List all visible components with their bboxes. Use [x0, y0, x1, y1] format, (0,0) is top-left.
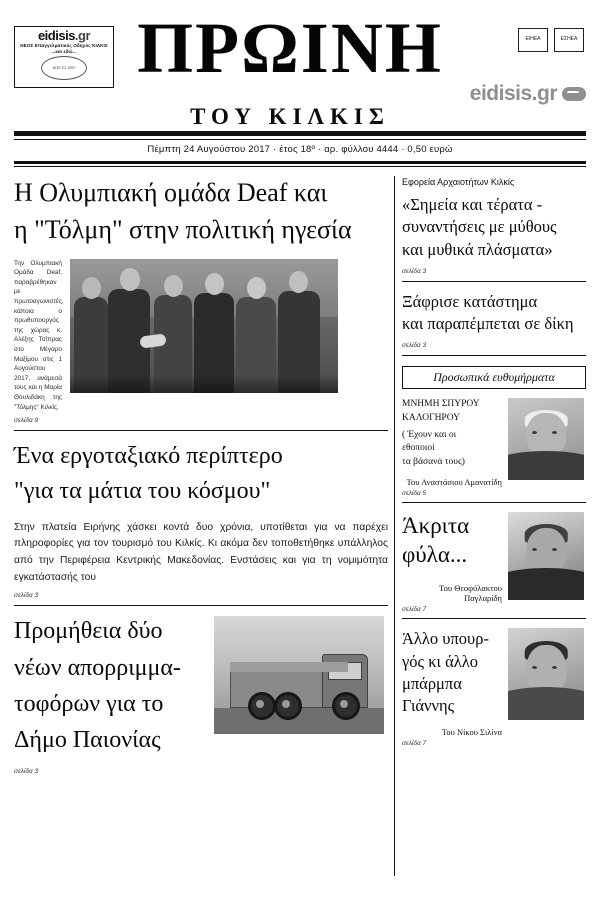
page-title: ΠΡΩΙΝΗ — [137, 8, 443, 88]
right-story-3[interactable] — [402, 398, 586, 486]
right-story-5-byline: Του Νίκου Σιλίνα — [441, 727, 502, 738]
right-rule-4 — [402, 618, 586, 619]
lead-photo — [70, 259, 338, 393]
right-story-4-page-ref[interactable]: σελίδα 7 — [402, 606, 427, 614]
right-story-1-line3: και μυθικά πλάσματα» — [402, 239, 553, 259]
left-column — [14, 176, 388, 775]
second-story[interactable] — [14, 441, 388, 599]
right-story-3-line2: ΚΑΛΟΓΗΡΟΥ — [402, 412, 460, 423]
right-story-4-portrait — [508, 512, 584, 600]
right-story-3-byline: Του Αναστάσιου Αμανατίδη — [406, 476, 502, 487]
second-headline-line2: "για τα μάτια του κόσμου" — [14, 478, 271, 505]
watermark-text: eidisis.gr — [469, 82, 557, 105]
right-story-3-line5: τα βάσανά τους) — [402, 456, 465, 467]
dateline: Πέμπτη 24 Αυγούστου 2017 · έτος 18º · αρ. φύλλου 4444 · 0,50 ευρώ — [147, 144, 453, 155]
right-story-1-kicker: Εφορεία Αρχαιοτήτων Κιλκίς — [402, 177, 515, 187]
right-story-3-page-ref[interactable]: σελίδα 5 — [402, 489, 427, 497]
right-story-5-line2: γός κι άλλο — [402, 651, 478, 671]
right-story-3-line3: ( Έχουν και οι — [402, 429, 457, 440]
right-story-1-line2: συναντήσεις με μύθους — [402, 217, 557, 237]
second-body: Στην πλατεία Ειρήνης χάσκει κοντά δυο χρόνια, υποτίθεται για να παρέχει πληροφορίες για τον τουρισμό του Κιλκίς. Κι ακόμα δεν τοποθετήθηκε υπάλληλος από την Περιφέρεια Κεντρικής Μακεδονίας. Ενστάσεις και για τη νομιμότητα εγκατάστασής του — [14, 521, 388, 583]
watermark-badge-icon — [562, 87, 586, 101]
left-rule-1 — [14, 430, 388, 431]
opinion-section-banner: Προσωπικά ευθυμήρματα — [402, 366, 586, 389]
third-story[interactable] — [14, 616, 388, 775]
right-story-2-page-ref[interactable]: σελίδα 3 — [402, 342, 427, 350]
masthead-rule-thick — [14, 131, 586, 136]
right-story-2-line1: Ξάφρισε κατάστημα — [402, 291, 538, 311]
right-rule-3 — [402, 502, 586, 503]
logo-stamp: ΑΠΟ ΤΟ 1997 — [41, 56, 87, 80]
right-story-5-page-ref[interactable]: σελίδα 7 — [402, 740, 427, 748]
right-story-4[interactable] — [402, 512, 586, 604]
third-headline-line3: τοφόρων για το — [14, 690, 164, 717]
right-story-1-line1: «Σημεία και τέρατα - — [402, 195, 543, 215]
logo-brand: eidisis.gr — [37, 28, 91, 43]
page-subtitle: ΤΟΥ ΚΙΛΚΙΣ — [190, 104, 390, 129]
newspaper-association-icon: ΕΙΗΕΑ — [518, 28, 548, 52]
second-headline-line1: Ένα εργοταξιακό περίπτερο — [14, 443, 283, 470]
masthead — [0, 0, 600, 155]
right-story-4-line1: Άκριτα — [402, 512, 470, 538]
lead-headline-line2: η "Τόλμη" στην πολιτική ηγεσία — [14, 215, 352, 245]
right-column — [402, 176, 586, 747]
third-photo — [214, 616, 384, 734]
masthead-rule-thin — [14, 139, 586, 140]
right-story-2[interactable] — [402, 291, 586, 350]
right-story-4-line2: φύλα... — [402, 541, 468, 567]
press-association-icons — [518, 28, 584, 52]
column-divider — [394, 176, 395, 876]
right-story-4-byline: Του Θεοφύλακτου Παγλαρίδη — [439, 583, 502, 604]
right-story-1-page-ref[interactable]: σελίδα 3 — [402, 267, 427, 275]
watermark — [470, 82, 586, 106]
right-story-5-line4: Γιάννης — [402, 696, 455, 716]
right-story-5-line1: Άλλο υπουρ- — [402, 629, 489, 649]
right-story-3-line4: εθοποιοί — [402, 443, 435, 454]
dateline-rule — [14, 161, 586, 164]
lead-headline-line1: Η Ολυμπιακή ομάδα Deaf και — [14, 178, 328, 207]
third-headline-line4: Δήμο Παιονίας — [14, 726, 161, 753]
right-story-3-portrait — [508, 398, 584, 480]
logo-subtitle: ΝΕΟΣ Επαγγελματικός Οδηγός ΚΙΛΚΙΣ ...και εδώ... — [20, 43, 108, 54]
right-story-5-line3: μπάρμπα — [402, 673, 462, 693]
right-story-5[interactable] — [402, 628, 586, 737]
right-rule-2 — [402, 355, 586, 356]
publisher-logo[interactable] — [14, 26, 114, 88]
press-union-icon: ΕΣΗΕΑ — [554, 28, 584, 52]
right-story-3-line1: ΜΝΗΜΗ ΣΠΥΡΟΥ — [402, 399, 480, 410]
third-headline-line2: νέων απορριμμα- — [14, 654, 181, 681]
right-story-2-line2: και παραπέμπεται σε δίκη — [402, 314, 574, 334]
third-page-ref[interactable]: σελίδα 3 — [14, 768, 39, 776]
second-page-ref[interactable]: σελίδα 3 — [14, 592, 39, 600]
right-story-5-portrait — [508, 628, 584, 720]
lead-caption: Την Ολυμπιακή Ομάδα Deaf, παραβρέθηκαν με πρωτοαγωνιστές, κάποια ο πρωθυπουργός της χώρας κ. Αλέξης Τσίπρας στο Μέγαρο Μαξίμου στις 1 Αυγούστου 2017, ανάμεσά τους και η Μαρία Θουλιδάκη της "Τόλμης" Κιλκίς. — [14, 259, 64, 411]
lead-story[interactable] — [14, 176, 388, 424]
right-story-1[interactable] — [402, 176, 586, 275]
left-rule-2 — [14, 605, 388, 606]
third-headline-line1: Προμήθεια δύο — [14, 618, 163, 645]
dateline-rule-thin — [14, 166, 586, 167]
right-rule-1 — [402, 281, 586, 282]
lead-page-ref[interactable]: σελίδα 9 — [14, 417, 39, 425]
